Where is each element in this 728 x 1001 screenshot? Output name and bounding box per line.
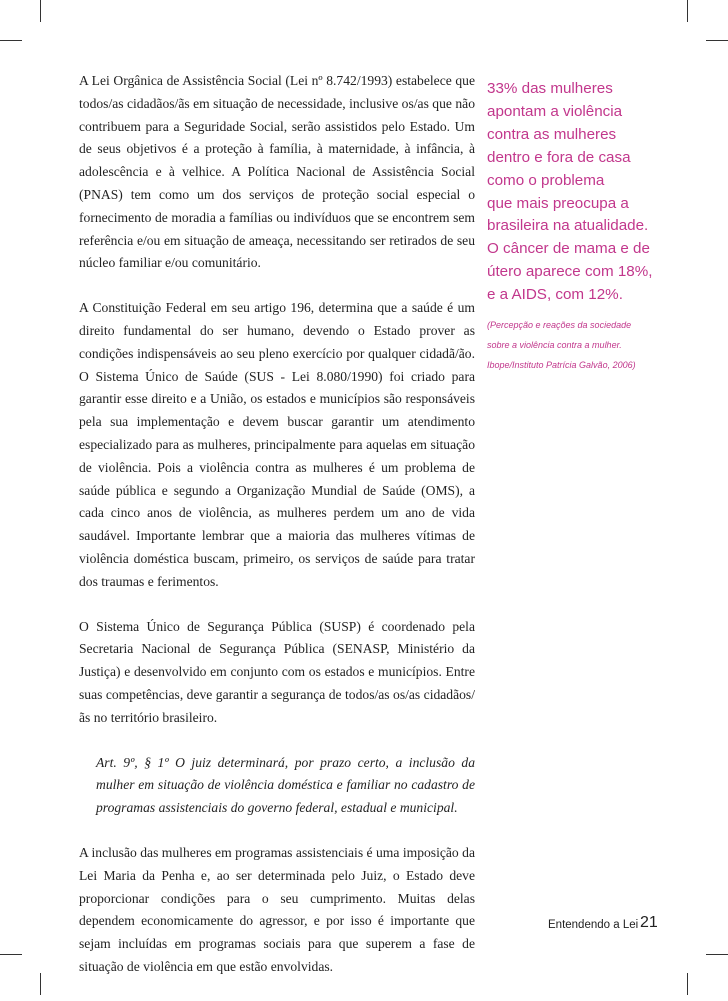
sidebar-line: O câncer de mama e de bbox=[487, 240, 650, 258]
sidebar-line: e a AIDS, com 12%. bbox=[487, 286, 623, 304]
crop-mark bbox=[687, 973, 688, 995]
sidebar-line: 33% das mulheres bbox=[487, 80, 613, 97]
paragraph-seguranca: O Sistema Único de Segurança Pública (SUSP) é coordenado pela Secretaria Nacional de Segurança Pública (SENASP, Ministério da Justiça) e desenvolvido em conjunto com os estados e municípios. Entre suas competências, deve garantir a segurança de todos/as os/as cidadãos/ãs no território brasileiro. bbox=[79, 618, 475, 725]
crop-mark bbox=[706, 40, 728, 41]
footer-section-label: Entendendo a Lei bbox=[548, 919, 639, 931]
main-text-column bbox=[79, 70, 475, 1001]
sidebar-highlight bbox=[487, 78, 667, 307]
source-line: sobre a violência contra a mulher. bbox=[487, 340, 622, 351]
sidebar-line: dentro e fora de casa bbox=[487, 148, 631, 166]
law-quote: Art. 9º, § 1º O juiz determinará, por prazo certo, a inclusão da mulher em situação de violência doméstica e familiar no cadastro de programas assistenciais do governo federal, estadual e municipal. bbox=[96, 754, 475, 816]
paragraph-assistencia-social: A Lei Orgânica de Assistência Social (Lei nº 8.742/1993) estabelece que todos/as cidadãos/ãs em situação de necessidade, inclusive os/as que não contribuem para a Seguridade Social, serão assistidos pelo Estado. Um de seus objetivos é a proteção à família, à maternidade, à infância, à adolescência e à velhice. A Política Nacional de Assistência Social (PNAS) tem como um dos serviços de proteção social especial o fornecimento de moradia a famílias ou indivíduos que se encontrem sem referência e/ou em situação de ameaça, necessitando ser retirados de seu núcleo familiar e/ou comunitário. bbox=[79, 73, 475, 271]
paragraph-saude: A Constituição Federal em seu artigo 196, determina que a saúde é um direito fundamental do ser humano, devendo o Estado prover as condições indispensáveis ao seu pleno exercício por qualquer cidadã/ão. O Sistema Único de Saúde (SUS - Lei 8.080/1990) foi criado para garantir esse direito e a União, os estados e municípios são responsáveis pela sua implementação e devem buscar garantir um atendimento especializado para as mulheres, principalmente para aquelas em situação de violência. Pois a violência contra as mulheres é um problema de saúde pública e segundo a Organização Mundial de Saúde (OMS), a cada cinco anos de violência, as mulheres perdem um ano de vida saudável. Importante lembrar que a maioria das mulheres vítimas de violência doméstica buscam, primeiro, os serviços de saúde para tratar dos traumas e ferimentos. bbox=[79, 300, 475, 589]
source-line: (Percepção e reações da sociedade bbox=[487, 320, 632, 331]
crop-mark bbox=[40, 973, 41, 995]
sidebar-line: útero aparece com 18%, bbox=[487, 263, 653, 281]
sidebar-statistic bbox=[487, 78, 667, 375]
crop-mark bbox=[40, 0, 41, 22]
source-line: Ibope/Instituto Patrícia Galvão, 2006) bbox=[487, 360, 636, 371]
crop-mark bbox=[0, 40, 22, 41]
sidebar-source bbox=[487, 315, 667, 375]
sidebar-line: como o problema bbox=[487, 171, 605, 189]
sidebar-line: que mais preocupa a bbox=[487, 194, 629, 212]
paragraph-programas-assistenciais: A inclusão das mulheres em programas assistenciais é uma imposição da Lei Maria da Penha e, ao ser determinada pelo Juiz, o Estado deve proporcionar condições para o seu cumprimento. Muitas delas dependem economicamente do agressor, e por isso é importante que sejam incluídas em programas sociais para que superem a fase de situação de violência em que estão envolvidas. bbox=[79, 844, 475, 974]
sidebar-line: contra as mulheres bbox=[487, 125, 617, 143]
sidebar-line: brasileira na atualidade. bbox=[487, 217, 649, 235]
crop-mark bbox=[706, 954, 728, 955]
sidebar-line: apontam a violência bbox=[487, 102, 623, 120]
page-number: 21 bbox=[640, 914, 658, 931]
crop-mark bbox=[687, 0, 688, 22]
crop-mark bbox=[0, 954, 22, 955]
